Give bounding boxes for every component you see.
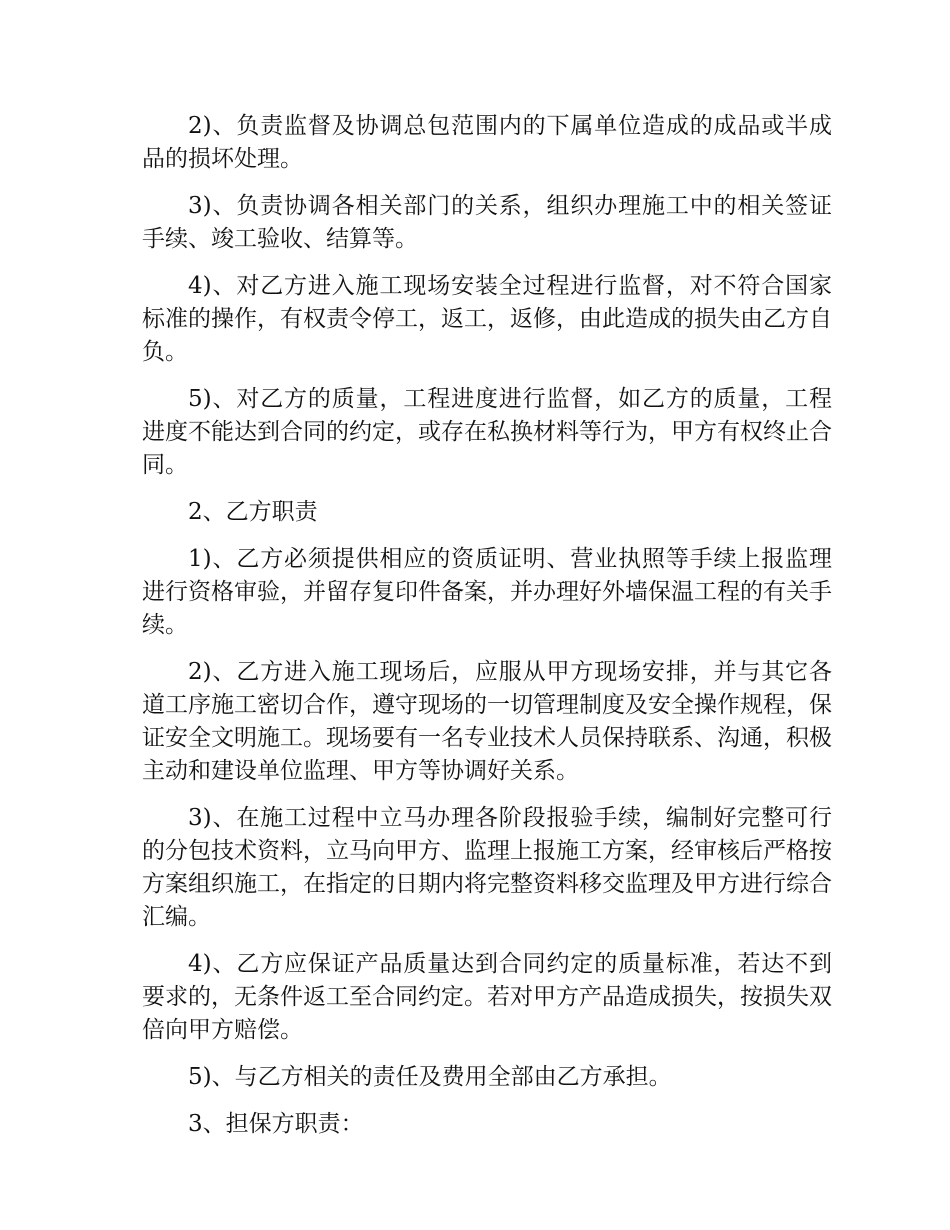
- section-heading-guarantor-duties: 3、担保方职责：: [188, 1111, 364, 1137]
- paragraph-party-b-duty-4: 4)、乙方应保证产品质量达到合同约定的质量标准，若达不到要求的，无条件返工至合同约定。若对甲方产品造成损失，按损失双倍向甲方赔偿。: [142, 951, 832, 1043]
- paragraph-party-a-duty-5: 5)、对乙方的质量，工程进度进行监督，如乙方的质量，工程进度不能达到合同的约定，或存在私换材料等行为，甲方有权终止合同。: [142, 386, 832, 478]
- paragraph-party-b-duty-1: 1)、乙方必须提供相应的资质证明、营业执照等手续上报监理进行资格审验，并留存复印件备案，并办理好外墙保温工程的有关手续。: [142, 546, 832, 638]
- section-heading-party-b-duties: 2、乙方职责: [188, 499, 318, 525]
- paragraph-party-b-duty-5: 5)、与乙方相关的责任及费用全部由乙方承担。: [188, 1064, 672, 1090]
- paragraph-party-a-duty-3: 3)、负责协调各相关部门的关系，组织办理施工中的相关签证手续、竣工验收、结算等。: [142, 193, 832, 252]
- paragraph-party-b-duty-2: 2)、乙方进入施工现场后，应服从甲方现场安排，并与其它各道工序施工密切合作，遵守现场的一切管理制度及安全操作规程，保证安全文明施工。现场要有一名专业技术人员保持联系、沟通，积极主动和建设单位监理、甲方等协调好关系。: [142, 659, 832, 784]
- paragraph-party-a-duty-4: 4)、对乙方进入施工现场安装全过程进行监督，对不符合国家标准的操作，有权责令停工，返工，返修，由此造成的损失由乙方自负。: [142, 273, 832, 365]
- paragraph-party-b-duty-3: 3)、在施工过程中立马办理各阶段报验手续，编制好完整可行的分包技术资料，立马向甲方、监理上报施工方案，经审核后严格按方案组织施工，在指定的日期内将完整资料移交监理及甲方进行综合汇编。: [142, 805, 832, 930]
- document-body: [142, 110, 832, 1155]
- paragraph-party-a-duty-2: 2)、负责监督及协调总包范围内的下属单位造成的成品或半成品的损坏处理。: [142, 113, 832, 172]
